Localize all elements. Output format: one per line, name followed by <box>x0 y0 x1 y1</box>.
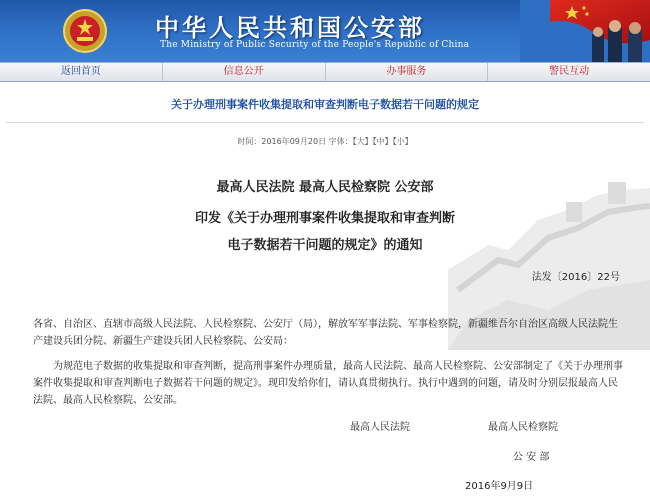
font-size-medium[interactable]: 【中】 <box>372 137 393 146</box>
font-size-small[interactable]: 【小】 <box>392 137 413 146</box>
font-size-large[interactable]: 【大】 <box>352 137 373 146</box>
main-nav <box>0 62 650 82</box>
nav-interaction[interactable]: 警民互动 <box>549 66 590 77</box>
document-number: 法发〔2016〕22号 <box>531 272 620 283</box>
issuers-heading: 最高人民法院 最高人民检察院 公安部 <box>216 180 434 195</box>
nav-info-disclosure[interactable]: 信息公开 <box>163 63 326 81</box>
signature-ministry: 公 安 部 <box>513 452 550 463</box>
publish-time: 时间：2016年09月20日 字体： <box>237 137 353 146</box>
body-paragraph: 为规范电子数据的收集提取和审查判断，提高刑事案件办理质量，最高人民法院、最高人民检察院、公安部制定了《关于办理刑事案件收集提取和审查判断电子数据若干问题的规定》。现印发给你们，请认真贯彻执行。执行中遇到的问题，请及时分别层报最高人民法院、最高人民检察院、公安部。 <box>33 361 623 406</box>
notice-heading-line2: 电子数据若干问题的规定》的通知 <box>227 238 423 253</box>
title-divider <box>6 122 644 123</box>
nav-home[interactable]: 返回首页 <box>0 63 163 81</box>
signature-procuratorate: 最高人民检察院 <box>488 422 558 433</box>
flag-police-photo <box>520 0 650 62</box>
signature-court: 最高人民法院 <box>350 422 410 433</box>
article-meta <box>0 136 650 147</box>
site-title: 中华人民共和国公安部 <box>155 14 425 42</box>
police-emblem-icon <box>62 8 108 54</box>
notice-heading-line1: 印发《关于办理刑事案件收集提取和审查判断 <box>194 211 455 226</box>
nav-services[interactable]: 办事服务 <box>326 63 489 81</box>
document-date: 2016年9月9日 <box>465 481 534 492</box>
site-banner <box>0 0 650 62</box>
site-subtitle: The Ministry of Public Security of the People's Republic of China <box>160 40 470 50</box>
recipients-paragraph: 各省、自治区、直辖市高级人民法院、人民检察院、公安厅（局），解放军军事法院、军事检察院，新疆维吾尔自治区高级人民法院生产建设兵团分院、新疆生产建设兵团人民检察院、公安局： <box>33 319 618 347</box>
article-title: 关于办理刑事案件收集提取和审查判断电子数据若干问题的规定 <box>171 98 479 111</box>
